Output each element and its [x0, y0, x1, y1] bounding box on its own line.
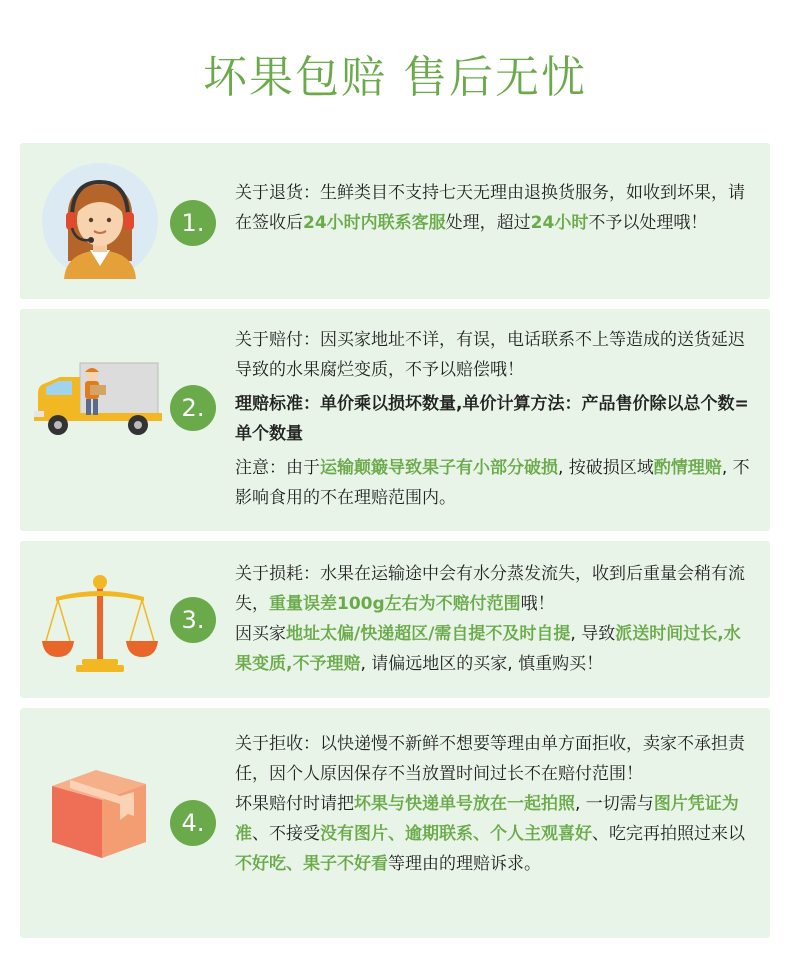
text-segment: , 按破损区域	[558, 458, 654, 478]
package-box-icon	[30, 758, 170, 888]
refund-policy-card	[20, 143, 770, 299]
step-number-badge: 3.	[170, 597, 216, 643]
paragraph	[235, 729, 755, 789]
card-text	[235, 178, 755, 238]
paragraph	[235, 325, 755, 385]
compensation-policy-card	[20, 309, 770, 531]
text-segment: 关于退货：生鲜类目不支持七天无理由退换货服务，如收到坏果，请在签收后	[235, 183, 745, 233]
paragraph	[235, 559, 755, 619]
text-segment: , 导致	[570, 624, 616, 644]
text-segment: 不予以处理哦！	[588, 213, 708, 233]
card-text	[235, 325, 755, 513]
highlight-text: 24小时	[530, 213, 589, 233]
text-segment: , 不影响食用的不在理赔范围内。	[235, 458, 750, 508]
text-segment: 、不接受	[252, 824, 320, 844]
paragraph	[235, 789, 755, 879]
paragraph	[235, 178, 755, 238]
customer-service-icon	[30, 156, 170, 286]
text-segment: 坏果赔付时请把	[235, 794, 354, 814]
highlight-text: 重量误差100g左右为不赔付范围	[269, 594, 521, 614]
paragraph	[235, 619, 755, 679]
text-segment: 因买家	[235, 624, 286, 644]
text-segment: 哦！	[520, 594, 555, 614]
loss-policy-card	[20, 541, 770, 698]
text-segment: , 请偏远地区的买家, 慎重购买！	[360, 654, 604, 674]
text-segment: 、吃完再拍照过来以	[592, 824, 745, 844]
highlight-text: 运输颠簸导致果子有小部分破损	[320, 458, 558, 478]
balance-scale-icon	[30, 555, 170, 685]
highlight-text: 地址太偏/快递超区/需自提不及时自提	[286, 624, 571, 644]
text-segment: 关于拒收：以快递慢不新鲜不想要等理由单方面拒收，卖家不承担责任，因个人原因保存不当放置时间过长不在赔付范围！	[235, 734, 745, 784]
step-number-badge: 4.	[170, 800, 216, 846]
card-text	[235, 559, 755, 679]
card-text	[235, 729, 755, 879]
highlight-text: 图片凭证为准	[235, 794, 739, 844]
paragraph	[235, 453, 755, 513]
highlight-text: 不好吃、果子不好看	[235, 854, 388, 874]
bold-text: 理赔标准：单价乘以损坏数量,单价计算方法：产品售价除以总个数=单个数量	[235, 394, 749, 444]
text-segment: 等理由的理赔诉求。	[388, 854, 541, 874]
text-segment: 关于损耗：水果在运输途中会有水分蒸发流失，收到后重量会稍有流失，	[235, 564, 745, 614]
highlight-text: 坏果与快递单号放在一起拍照	[354, 794, 575, 814]
highlight-text: 酌情理赔	[653, 458, 722, 478]
highlight-text: 派送时间过长,水果变质,不予理赔	[235, 624, 741, 674]
text-segment: 注意：由于	[235, 458, 320, 478]
page-title: 坏果包赔 售后无忧	[203, 52, 587, 103]
rejection-policy-card	[20, 708, 770, 938]
text-segment: 关于赔付：因买家地址不详，有误，电话联系不上等造成的送货延迟导致的水果腐烂变质，不予以赔偿哦！	[235, 330, 745, 380]
step-number-badge: 1.	[170, 200, 216, 246]
step-number-badge: 2.	[170, 385, 216, 431]
paragraph	[235, 389, 755, 449]
highlight-text: 24小时内联系客服	[303, 213, 446, 233]
text-segment: , 一切需与	[575, 794, 654, 814]
highlight-text: 没有图片、逾期联系、个人主观喜好	[320, 824, 592, 844]
text-segment: 处理，超过	[445, 213, 531, 233]
delivery-truck-icon	[30, 355, 170, 485]
